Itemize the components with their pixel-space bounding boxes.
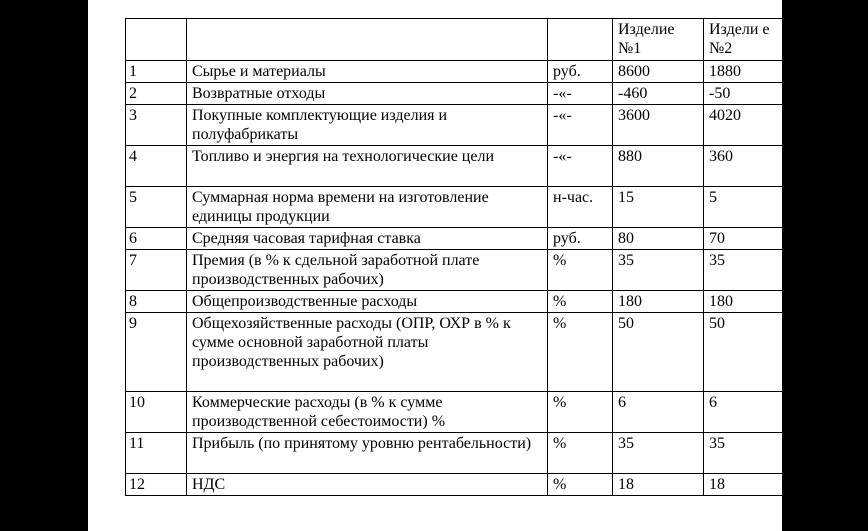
row-number: 4: [126, 146, 187, 187]
row-unit: %: [548, 392, 613, 433]
row-value-product-1: 3600: [613, 105, 704, 146]
row-name: Общехозяйственные расходы (ОПР, ОХР в % к сумме основной заработной платы производственных рабочих): [187, 313, 548, 392]
cost-table: [125, 18, 784, 496]
row-value-product-2: 4020: [704, 105, 784, 146]
row-number: 11: [126, 433, 187, 474]
row-unit: %: [548, 474, 613, 496]
table-row: [126, 474, 784, 496]
row-number: 9: [126, 313, 187, 392]
left-black-margin: [0, 0, 88, 531]
row-value-product-2: 35: [704, 433, 784, 474]
header-cell-name: [187, 19, 548, 61]
row-value-product-2: 50: [704, 313, 784, 392]
row-unit: руб.: [548, 228, 613, 250]
row-name: Покупные комплектующие изделия и полуфабрикаты: [187, 105, 548, 146]
header-cell-product-2: Издели е №2: [704, 19, 784, 61]
table-row: [126, 61, 784, 83]
row-value-product-2: 35: [704, 250, 784, 291]
table-row: [126, 313, 784, 392]
row-value-product-1: 15: [613, 187, 704, 228]
row-number: 8: [126, 291, 187, 313]
table-row: [126, 250, 784, 291]
row-value-product-2: -50: [704, 83, 784, 105]
row-value-product-2: 6: [704, 392, 784, 433]
table-row: [126, 187, 784, 228]
row-name: НДС: [187, 474, 548, 496]
right-black-margin: [782, 0, 868, 531]
row-unit: -«-: [548, 146, 613, 187]
header-cell-product-1: Изделие №1: [613, 19, 704, 61]
row-number: 7: [126, 250, 187, 291]
row-name: Топливо и энергия на технологические цели: [187, 146, 548, 187]
row-value-product-1: 80: [613, 228, 704, 250]
table-row: [126, 146, 784, 187]
row-value-product-1: 880: [613, 146, 704, 187]
row-number: 1: [126, 61, 187, 83]
row-number: 3: [126, 105, 187, 146]
row-unit: руб.: [548, 61, 613, 83]
row-value-product-1: 35: [613, 433, 704, 474]
table-row: [126, 392, 784, 433]
row-unit: %: [548, 250, 613, 291]
header-cell-number: [126, 19, 187, 61]
row-value-product-1: 6: [613, 392, 704, 433]
row-value-product-1: 180: [613, 291, 704, 313]
table-row: [126, 291, 784, 313]
row-name: Премия (в % к сдельной заработной плате производственных рабочих): [187, 250, 548, 291]
row-value-product-1: -460: [613, 83, 704, 105]
row-number: 6: [126, 228, 187, 250]
row-number: 10: [126, 392, 187, 433]
row-unit: н-час.: [548, 187, 613, 228]
row-unit: %: [548, 313, 613, 392]
row-value-product-2: 360: [704, 146, 784, 187]
row-name: Коммерческие расходы (в % к сумме производственной себестоимости) %: [187, 392, 548, 433]
row-value-product-2: 180: [704, 291, 784, 313]
row-name: Сырье и материалы: [187, 61, 548, 83]
row-name: Суммарная норма времени на изготовление единицы продукции: [187, 187, 548, 228]
table-row: [126, 83, 784, 105]
row-value-product-2: 70: [704, 228, 784, 250]
row-value-product-2: 18: [704, 474, 784, 496]
row-value-product-1: 50: [613, 313, 704, 392]
row-value-product-2: 1880: [704, 61, 784, 83]
row-number: 12: [126, 474, 187, 496]
row-unit: %: [548, 433, 613, 474]
table-row: [126, 105, 784, 146]
cost-table-container: [125, 18, 783, 496]
row-value-product-2: 5: [704, 187, 784, 228]
row-unit: %: [548, 291, 613, 313]
table-row: [126, 433, 784, 474]
row-value-product-1: 8600: [613, 61, 704, 83]
row-value-product-1: 35: [613, 250, 704, 291]
row-name: Средняя часовая тарифная ставка: [187, 228, 548, 250]
header-cell-unit: [548, 19, 613, 61]
row-number: 5: [126, 187, 187, 228]
table-header-row: [126, 19, 784, 61]
row-name: Прибыль (по принятому уровню рентабельности): [187, 433, 548, 474]
row-unit: -«-: [548, 83, 613, 105]
row-name: Общепроизводственные расходы: [187, 291, 548, 313]
row-number: 2: [126, 83, 187, 105]
row-name: Возвратные отходы: [187, 83, 548, 105]
table-row: [126, 228, 784, 250]
row-unit: -«-: [548, 105, 613, 146]
row-value-product-1: 18: [613, 474, 704, 496]
